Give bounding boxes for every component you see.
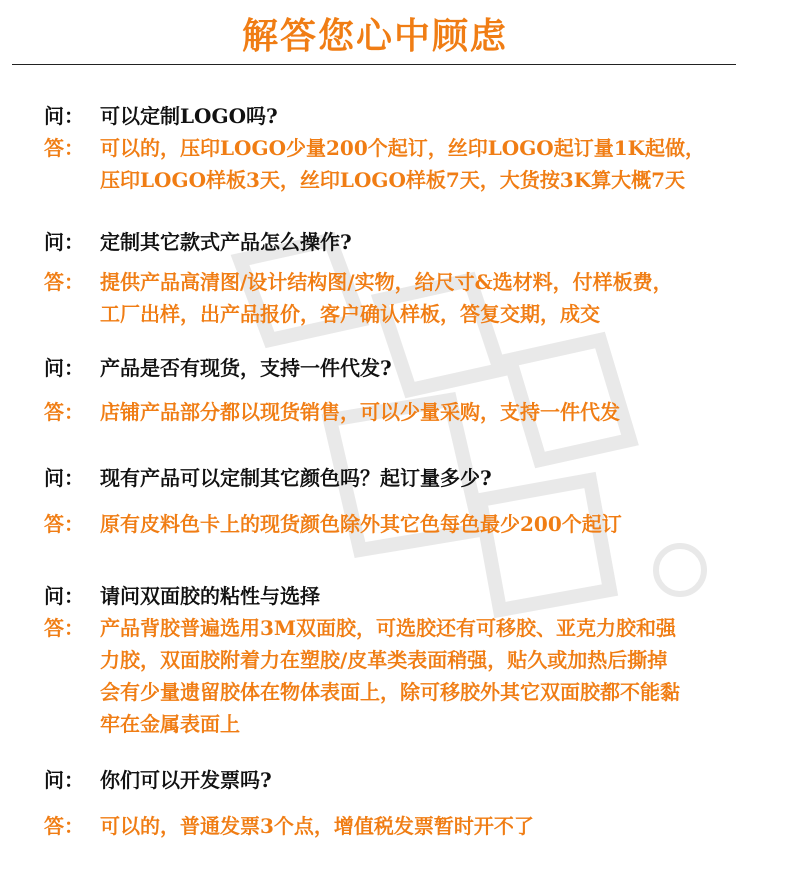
answer-prefix: 答： xyxy=(44,400,84,424)
question-line xyxy=(44,462,774,494)
answer-text: 产品背胶普遍选用3M双面胶，可选胶还有可移胶、亚克力胶和强 xyxy=(100,616,677,640)
answer-text: 牢在金属表面上 xyxy=(100,712,240,736)
answer-text: 会有少量遗留胶体在物体表面上，除可移胶外其它双面胶都不能黏 xyxy=(100,680,680,704)
answer-prefix: 答： xyxy=(44,270,84,294)
question-text: 请问双面胶的粘性与选择 xyxy=(100,584,320,608)
question-line xyxy=(44,352,774,384)
faq-item-4 xyxy=(44,462,774,540)
answer-line xyxy=(44,708,774,740)
answer-line xyxy=(44,266,774,298)
question-prefix: 问： xyxy=(44,768,84,792)
answer-text: 力胶，双面胶附着力在塑胶/皮革类表面稍强，贴久或加热后撕掉 xyxy=(100,648,668,672)
answer-line xyxy=(44,508,774,540)
answer-line xyxy=(44,298,774,330)
question-prefix: 问： xyxy=(44,356,84,380)
answer-prefix: 答： xyxy=(44,136,84,160)
faq-item-2 xyxy=(44,226,774,330)
faq-item-1 xyxy=(44,100,774,196)
answer-line xyxy=(44,810,774,842)
question-text: 产品是否有现货，支持一件代发? xyxy=(100,356,392,380)
answer-line xyxy=(44,644,774,676)
question-prefix: 问： xyxy=(44,466,84,490)
question-text: 定制其它款式产品怎么操作? xyxy=(100,230,352,254)
answer-prefix: 答： xyxy=(44,616,84,640)
answer-prefix: 答： xyxy=(44,814,84,838)
question-text: 你们可以开发票吗? xyxy=(100,768,272,792)
question-line xyxy=(44,764,774,796)
answer-text: 可以的，普通发票3个点，增值税发票暂时开不了 xyxy=(100,814,534,838)
question-text: 现有产品可以定制其它颜色吗？起订量多少? xyxy=(100,466,492,490)
answer-text: 压印LOGO样板3天，丝印LOGO样板7天，大货按3K算大概7天 xyxy=(100,168,686,192)
answer-line xyxy=(44,612,774,644)
question-text: 可以定制LOGO吗? xyxy=(100,104,278,128)
question-prefix: 问： xyxy=(44,104,84,128)
faq-item-6 xyxy=(44,764,774,842)
question-prefix: 问： xyxy=(44,230,84,254)
answer-text: 工厂出样，出产品报价，客户确认样板，答复交期，成交 xyxy=(100,302,600,326)
answer-text: 店铺产品部分都以现货销售，可以少量采购，支持一件代发 xyxy=(100,400,620,424)
answer-text: 可以的，压印LOGO少量200个起订，丝印LOGO起订量1K起做， xyxy=(100,136,706,160)
answer-text: 原有皮料色卡上的现货颜色除外其它色每色最少200个起订 xyxy=(100,512,622,536)
answer-prefix: 答： xyxy=(44,512,84,536)
answer-text: 提供产品高清图/设计结构图/实物，给尺寸&选材料，付样板费， xyxy=(100,270,673,294)
question-line xyxy=(44,580,774,612)
answer-line xyxy=(44,676,774,708)
question-line xyxy=(44,226,774,258)
answer-line xyxy=(44,396,774,428)
answer-line xyxy=(44,164,774,196)
page-title: 解答您心中顾虑 xyxy=(241,16,508,57)
faq-item-3 xyxy=(44,352,774,428)
question-prefix: 问： xyxy=(44,584,84,608)
question-line xyxy=(44,100,774,132)
answer-line xyxy=(44,132,774,164)
title-divider xyxy=(12,64,736,65)
faq-item-5 xyxy=(44,580,774,740)
